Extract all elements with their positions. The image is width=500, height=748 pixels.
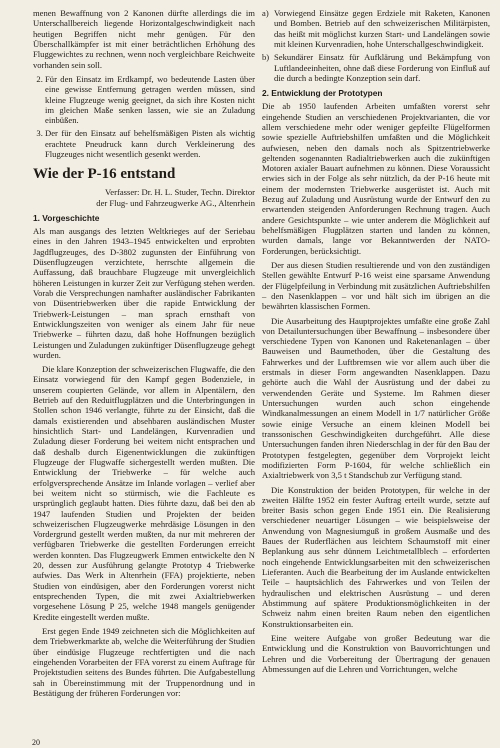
- body-paragraph: Eine weitere Aufgabe von großer Bedeutung war die Entwicklung und die Konstruktion von Bauvorrichtungen und Lehren und die Vorbereitung der Übertragung der genauen Abmessungen auf die Lehren und Vorrichtungen, welche: [262, 632, 490, 674]
- list-item-text: Sekundärer Einsatz für Aufklärung und Bekämpfung von Luftlandeeinheiten, ohne daß diese Forderung von Einfluß auf die durch a bedingte Konzeption sein darf.: [274, 52, 490, 83]
- body-paragraph: Die Konstruktion der beiden Prototypen, für welche in der zweiten Hälfte 1952 ein fester Auftrag erteilt wurde, setzte auf breiter Basis schon gegen Ende 1951 ein. Die Realisierung verschiedener neuartiger Lösungen – wie beispielsweise der Anwendung von Magnesiumguß in großem Ausmaße und des Baues der Ruderflächen aus leichtem Schaumstoff mit einer Beplankung aus sehr dünnem Leichtmetallblech – erforderten noch eingehende Entwicklungsarbeiten mit den schweizerischen Lieferanten. Auch die Bearbeitung der im Auslande entwickelten Teile – hauptsächlich des Fahrwerkes und von Teilen der hydraulischen und elektrischen Ausrüstung – und deren Abstimmung auf spätere Produktionsmöglichkeiten in der Schweiz nahm einen breiten Raum neben den eigentlichen Konstruktionsarbeiten ein.: [262, 484, 490, 629]
- author-line-1: Verfasser: Dr. H. L. Studer, Techn. Direktor: [105, 187, 255, 198]
- body-paragraph: Als man ausgangs des letzten Weltkrieges auf der Seriebau eines in den Jahren 1943–1945 entwickelten und erprobten Jagdflugzeuges, des D-3802 zugunsten der Einführung von Düsenflugzeugen verzichtete, herrschte allgemein die Auffassung, daß brauchbare Flugzeuge mit unvergleichlich höheren Leistungen in kurzer Zeit zur Verfügung stehen werden. Vorab die Versprechungen namhafter ausländischer Fabrikanten von Düsentriebwerken über die rapide Entwicklung der Triebwerk-Leistungen – man sprach ernsthaft von Entwicklungszeiten von weniger als einem Jahr für neue Triebwerke – führten dazu, daß hohe Hoffnungen bezüglich Leistungen und Zuladungen zukünftiger Düsenflugzeuge gehegt wurden.: [33, 226, 256, 360]
- list-item-text: Vorwiegend Einsätze gegen Erdziele mit Raketen, Kanonen und Bomben. Betrieb auf den schweizerischen Militärpisten, das heißt mit möglichst kurzen Start- und Landelängen sowie mit kleinen Kurvenradien, hohe Unterschallgeschwindigkeit.: [274, 8, 490, 49]
- body-paragraph: Die ab 1950 laufenden Arbeiten umfaßten vorerst sehr eingehende Studien an verschiedenen Projektvarianten, die vor allem verschiedene mehr oder weniger gepfeilte Flügelformen sowie spezielle Auftriebshilfen umfaßten und die Möglichkeit aufwiesen, neben den damals noch als Spitzentriebwerke geltenden sogenannten Radialtriebwerken auch die zukünftigen Motoren axialer Bauart aufnehmen zu können. Diese Voraussicht erwies sich in der Folge als sehr nützlich, da der P-16 heute mit einem der modernsten Triebwerke ausgerüstet ist. Auch mit Bezug auf Zuladung und Ausrüstung wurde der Entwurf den zu erwartenden steigenden Anforderungen Rechnung tragen. Auch andere Gesichtspunkte – wie unter anderem die Möglichkeit auf behelfsmäßigen Flugplätzen starten und landen zu können, wurden damals, lange vor Bekanntwerden der NATO-Forderungen, berücksichtigt.: [262, 101, 490, 256]
- list-item: [262, 52, 490, 83]
- requirements-list: [262, 8, 490, 83]
- article-title: Wie der P-16 entstand: [33, 166, 176, 183]
- author-line-2: der Flug- und Fahrzeugwerke AG., Altenrhein: [96, 197, 255, 208]
- section-heading: 1. Vorgeschichte: [33, 213, 100, 223]
- right-column: [262, 8, 490, 678]
- intro-list: [33, 74, 255, 160]
- list-item: 3. Der für den Einsatz auf behelfsmäßigen Pisten als wichtig erachtete Pneudruck kann durch Verkleinerung des Flugzeuges nicht wesentlich gesenkt werden.: [45, 128, 255, 159]
- body-paragraph: Die klare Konzeption der schweizerischen Flugwaffe, die den Einsatz vorwiegend für den Kampf gegen Bodenziele, in unserem coupierten Gelände, vor allem in Alpentälern, den Betrieb auf den Reduitflugplätzen und die Unterbringungen in Stollen schon 1946 verlangte, führte zu der Einsicht, daß die damals existierenden und absehbaren ausländischen Muster hinsichtlich Start- und Landelängen, Kurvenradien und Zuladung dieser Forderung bei weitem nicht entsprachen und daß deshalb durch Eigenentwicklungen die zukünftigen Flugzeuge der Flugwaffe sichergestellt werden mußten. Die Entwicklung der Triebwerke – für welche auch erfolgversprechende Ansätze im Inlande vorlagen – verlief aber bei weitem nicht so stürmisch, wie die Fachleute es ursprünglich geglaubt hatten. Dies führte dazu, daß bei den ab 1947 laufenden Studien und Projekten der beiden schweizerischen Flugzeugwerke mehrdäsige Lösungen in den Vordergrund gestellt werden mußten, da nur mit mehreren der verfügbaren Triebwerke die gestellten Forderungen erreicht werden konnten. Das Flugzeugwerk Emmen entwickelte den N 20, dessen zur Ausführung gelangte Prototyp 4 Triebwerke aufwies. Das Werk in Altenrhein (FFA) projektierte, neben Studien von eindüsigen, aber den Forderungen vorerst nicht entsprechenden Typen, die mit zwei Axialtriebwerken vorgesehene Lösung P 25, welche 1948 mangels genügender Kredite eingestellt werden mußte.: [33, 364, 255, 622]
- body-paragraph: Der aus diesen Studien resultierende und von den zuständigen Stellen gewählte Entwurf P-16 weist eine sparsame Anwendung der Flügelpfeilung in Verbindung mit zusätzlichen Auftriebshilfen – den Nasenklappen – vor und hält sich im übrigen an die bewährten klassischen Formen.: [262, 259, 490, 312]
- body-paragraph: Die Ausarbeitung des Hauptprojektes umfaßte eine große Zahl von Detailuntersuchungen über Bewaffnung – insbesondere über verschiedene Typen von Kanonen und Raketenanlagen – über Bauweisen und Baumethoden, über die Gestaltung des Fahrwerkes und der Luftbremsen wie vor allem auch über die erstmals in dieser Form angewandten Nasenklappen. Dazu gehörte auch die Wahl der Ausrüstung und der dabei zu verwendenden Geräte und Systeme. Im Rahmen dieser Untersuchungen wurden auch schon eingehende Windkanalmessungen an einem Modell in 1/7 natürlicher Größe sowie einige Versuche an einem kleinen Modell bei transsonischen Geschwindigkeiten durchgeführt. Alle diese Untersuchungen fanden ihren Niederschlag in der für den Bau der Prototypen festgelegten, gegenüber dem Vorprojekt leicht modifizierten Form P-1604, für welche schließlich ein Axialtriebwerk von 3,5 t Standschub zur Verfügung stand.: [262, 315, 490, 481]
- list-item: [262, 8, 490, 49]
- page-number: 20: [32, 738, 40, 747]
- section-heading: 2. Entwicklung der Prototypen: [262, 88, 383, 99]
- body-paragraph: Erst gegen Ende 1949 zeichneten sich die Möglichkeiten auf dem Triebwerkmarkte ab, welche die Weiterführung der Studien über eindüsige Flugzeuge rechtfertigten und die nach eingehenden Vorarbeiten der FFA vorerst zu einem Auftrage für Projektstudien seitens des Bundes führten. Die Aufgabestellung sah in Übereinstimmung mit der Truppenordnung und in Bestätigung der früheren Forderungen vor:: [33, 625, 255, 698]
- list-item: 2. Für den Einsatz im Erdkampf, wo bedeutende Lasten über eine gewisse Entfernung getragen werden müssen, sind kleine Flugzeuge wenig geeignet, da sich ihre Kosten nicht im gleichen Maße senken lassen, wie sie an Zuladung einbüßen.: [45, 74, 255, 126]
- left-column: [33, 8, 255, 702]
- list-marker: b): [262, 52, 270, 63]
- list-marker: a): [262, 8, 269, 18]
- author-byline: [33, 187, 255, 208]
- intro-paragraph: menen Bewaffnung von 2 Kanonen dürfte allerdings die im Unterschallbereich liegende Horizontalgeschwindigkeit nach heutigen Begriffen nicht mehr genügen. Für den Überschallkämpfer ist mit einer beträchtlichen Erhöhung des Fluggewichtes zu rechnen, wenn noch vergleichbare Reichweite vorhanden sein soll.: [33, 8, 255, 70]
